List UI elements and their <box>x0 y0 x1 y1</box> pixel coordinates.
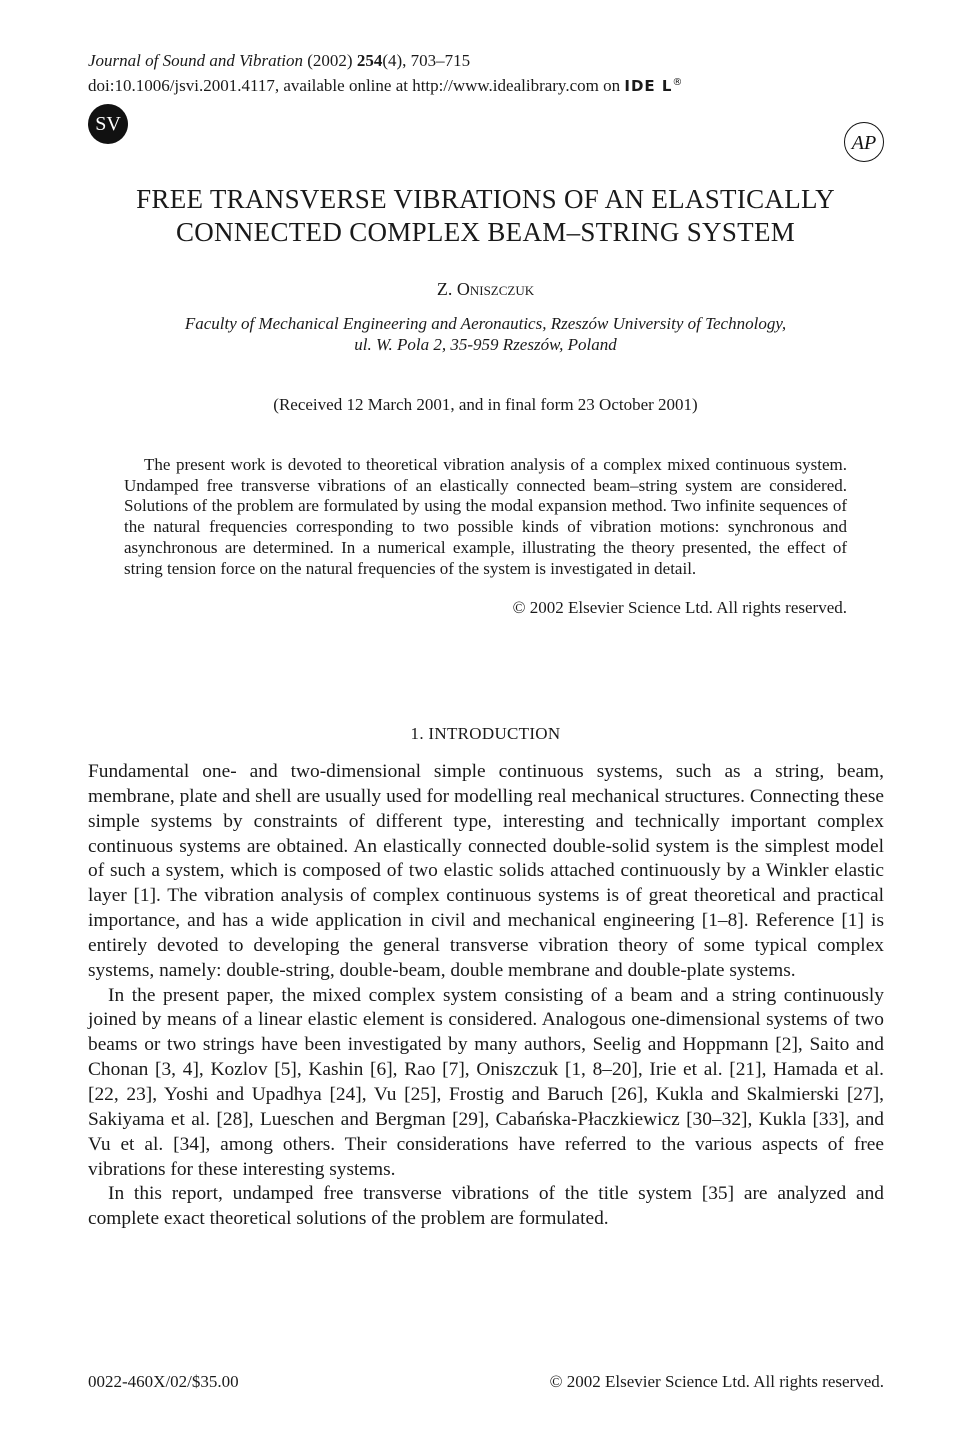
affiliation <box>100 313 871 355</box>
body-text <box>88 760 884 1232</box>
ideal-library-logo <box>624 72 683 97</box>
paragraph-2: In the present paper, the mixed complex system consisting of a beam and a string continuously joined by means of a linear elastic element is considered. Analogous one-dimensional systems of two beams or two strings have been investigated by many authors, Seelig and Hoppmann [2], Saito and Chonan [3, 4], Kozlov [5], Kashin [6], Rao [7], Oniszczuk [1, 8–20], Irie et al. [21], Hamada et al. [22, 23], Yoshi and Upadhya [24], Vu [25], Frostig and Baruch [26], Kukla and Skalmierski [27], Sakiyama et al. [28], Lueschen and Bergman [29], Cabańska-Płaczkiewicz [30–32], Kukla [33], and Vu et al. [34], among others. Their considerations have referred to the various aspects of free vibrations for these interesting systems. <box>88 984 884 1180</box>
title-line-2: CONNECTED COMPLEX BEAM–STRING SYSTEM <box>175 217 796 247</box>
journal-volume: 254 <box>356 51 383 70</box>
doi-text: doi:10.1006/jsvi.2001.4117, available online at http://www.idealibrary.com on <box>88 76 621 95</box>
ideal-logo-text: IDE L <box>624 77 673 95</box>
doi-line <box>88 72 683 97</box>
title-line-1: FREE TRANSVERSE VIBRATIONS OF AN ELASTICALLY <box>136 184 835 214</box>
paragraph-3: In this report, undamped free transverse vibrations of the title system [35] are analyzed and complete exact theoretical solutions of the problem are formulated. <box>88 1183 884 1230</box>
affiliation-line-2: ul. W. Pola 2, 35-959 Rzeszów, Poland <box>354 335 617 354</box>
sv-logo <box>88 104 128 144</box>
journal-issue-pages: (4), 703–715 <box>382 51 471 70</box>
footer-issn: 0022-460X/02/$35.00 <box>88 1372 239 1391</box>
sv-logo-text: SV <box>95 113 121 135</box>
affiliation-line-1: Faculty of Mechanical Engineering and Aeronautics, Rzeszów University of Technology, <box>184 314 787 333</box>
abstract-copyright: © 2002 Elsevier Science Ltd. All rights reserved. <box>512 598 847 617</box>
paragraph-1: Fundamental one- and two-dimensional simple continuous systems, such as a string, beam, membrane, plate and shell are usually used for modelling real mechanical structures. Connecting these simple systems by constraints of different type, interesting and technically important complex continuous systems are obtained. An elastically connected double-solid system is the simplest model of such a system, which is composed of two elastic solids attached continuously by a Winkler elastic layer [1]. The vibration analysis of complex continuous systems is of great theoretical and practical importance, and has a wide application in civil and mechanical engineering [1–8]. Reference [1] is entirely devoted to developing the general transverse vibration theory of some typical complex systems, namely: double-string, double-beam, double membrane and double-plate systems. <box>88 761 884 981</box>
journal-citation <box>88 50 470 72</box>
journal-year: (2002) <box>307 51 353 70</box>
ap-logo <box>844 122 884 162</box>
author: Z. Oniszczuk <box>436 279 535 299</box>
section-heading: 1. INTRODUCTION <box>410 724 561 743</box>
received-dates: (Received 12 March 2001, and in final form 23 October 2001) <box>273 395 698 414</box>
abstract: The present work is devoted to theoretical vibration analysis of a complex mixed continuous system. Undamped free transverse vibrations of an elastically connected beam–string system are considered. Solutions of the problem are formulated by using the modal expansion method. Two infinite sequences of the natural frequencies corresponding to two possible kinds of vibration motions: synchronous and asynchronous are determined. In a numerical example, illustrating the theory presented, the effect of string tension force on the natural frequencies of the system is investigated in detail. <box>124 455 847 578</box>
paper-title <box>60 183 911 249</box>
ap-logo-text: AP <box>851 132 877 154</box>
footer-copyright: © 2002 Elsevier Science Ltd. All rights reserved. <box>549 1372 884 1391</box>
journal-name: Journal of Sound and Vibration <box>88 51 304 70</box>
registered-mark: ® <box>672 77 684 88</box>
